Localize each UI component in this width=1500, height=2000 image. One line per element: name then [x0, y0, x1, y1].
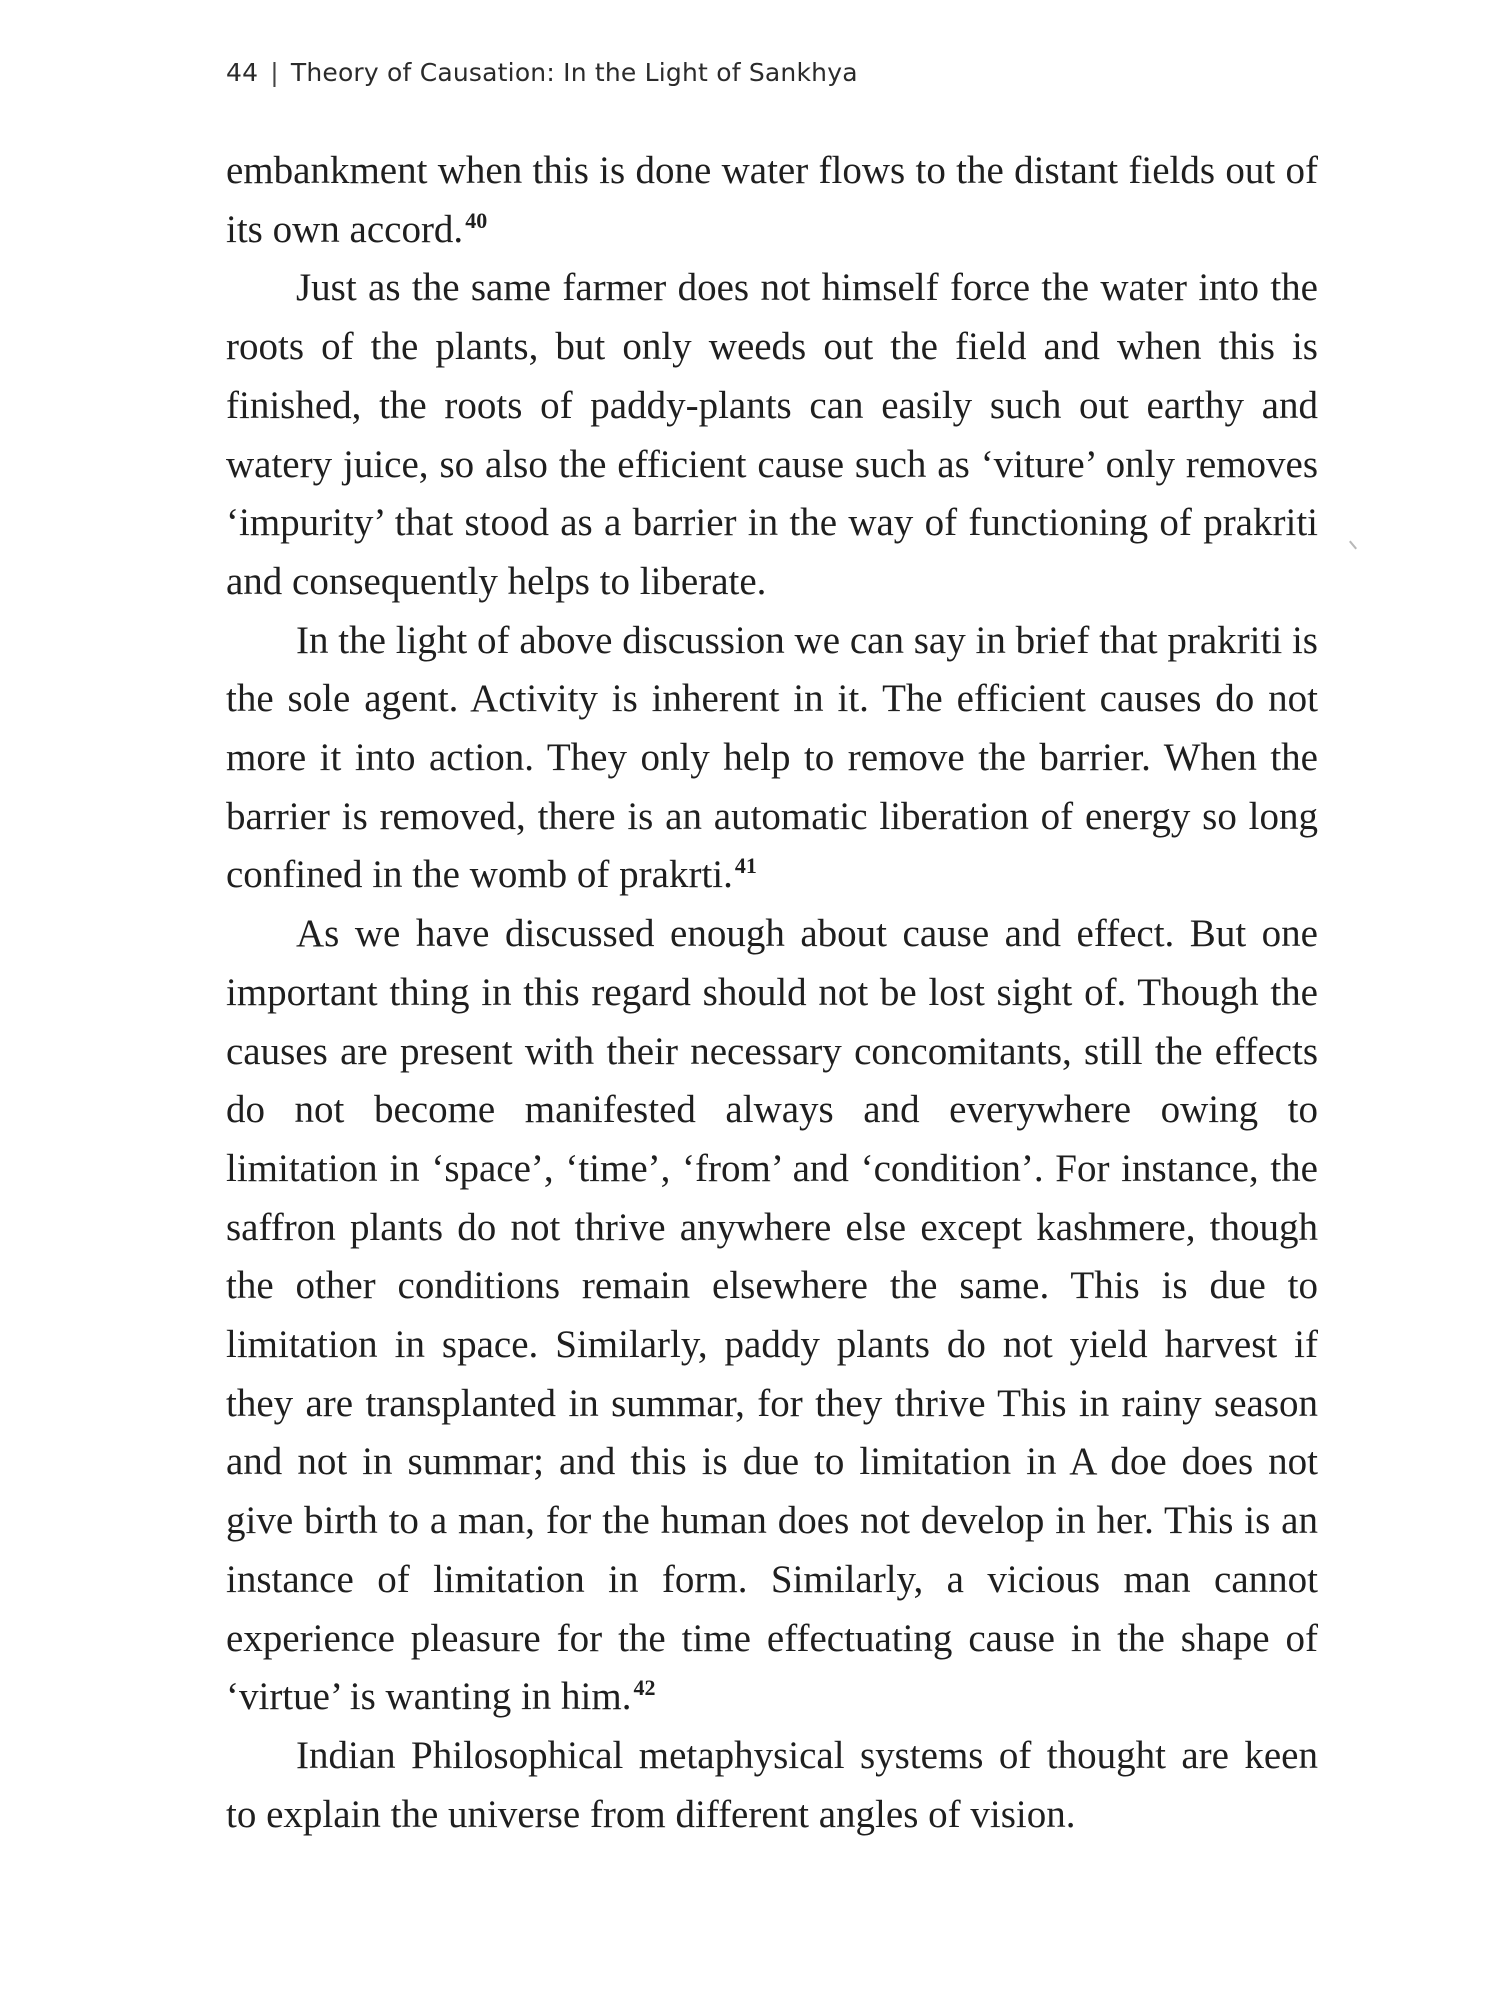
body-text	[226, 142, 1318, 1844]
running-title: Theory of Causation: In the Light of Sankhya	[290, 58, 858, 87]
page-number: 44	[226, 58, 259, 87]
paragraph-3	[226, 612, 1318, 906]
footnote-ref-40: 40	[465, 207, 488, 233]
paragraph-1-text: embankment when this is done water flows to the distant fields out of its own accord.	[226, 149, 1318, 251]
paragraph-2-text: Just as the same farmer does not himself force the water into the roots of the plants, but only weeds out the field and when this is finished, the roots of paddy-plants can easily such out earthy and watery juice, so also the efficient cause such as ‘viture’ only removes ‘impurity’ that stood as a barrier in the way of functioning of prakriti and consequently helps to liberate.	[226, 266, 1318, 603]
paragraph-5-text: Indian Philosophical metaphysical systems of thought are keen to explain the universe from different angles of vision.	[226, 1733, 1318, 1836]
paragraph-1	[226, 142, 1318, 259]
stray-margin-mark	[1349, 541, 1357, 550]
header-separator: |	[270, 58, 279, 87]
paragraph-4-text: As we have discussed enough about cause and effect. But one important thing in this regard should not be lost sight of. Though the causes are present with their necessary concomitants, still the effects do not become manifested always and everywhere owing to limitation in ‘space’, ‘time’, ‘from’ and ‘condition’. For instance, the saffron plants do not thrive anywhere else except kashmere, though the other conditions remain elsewhere the same. This is due to limitation in space. Similarly, paddy plants do not yield harvest if they are transplanted in summar, for they thrive This in rainy season and not in summar; and this is due to limitation in A doe does not give birth to a man, for the human does not develop in her. This is an instance of limitation in form. Similarly, a vicious man cannot experience pleasure for the time effectuating cause in the shape of ‘virtue’ is wanting in him.	[226, 912, 1318, 1719]
paragraph-3-text: In the light of above discussion we can say in brief that prakriti is the sole agent. Activity is inherent in it. The efficient causes do not more it into action. They only help to remove the barrier. When the barrier is removed, there is an automatic liberation of energy so long confined in the womb of prakrti.	[226, 618, 1318, 897]
paragraph-4	[226, 905, 1318, 1727]
running-header	[226, 58, 858, 87]
paragraph-2	[226, 259, 1318, 611]
footnote-ref-42: 42	[633, 1675, 656, 1701]
footnote-ref-41: 41	[734, 853, 757, 879]
paragraph-5	[226, 1727, 1318, 1844]
